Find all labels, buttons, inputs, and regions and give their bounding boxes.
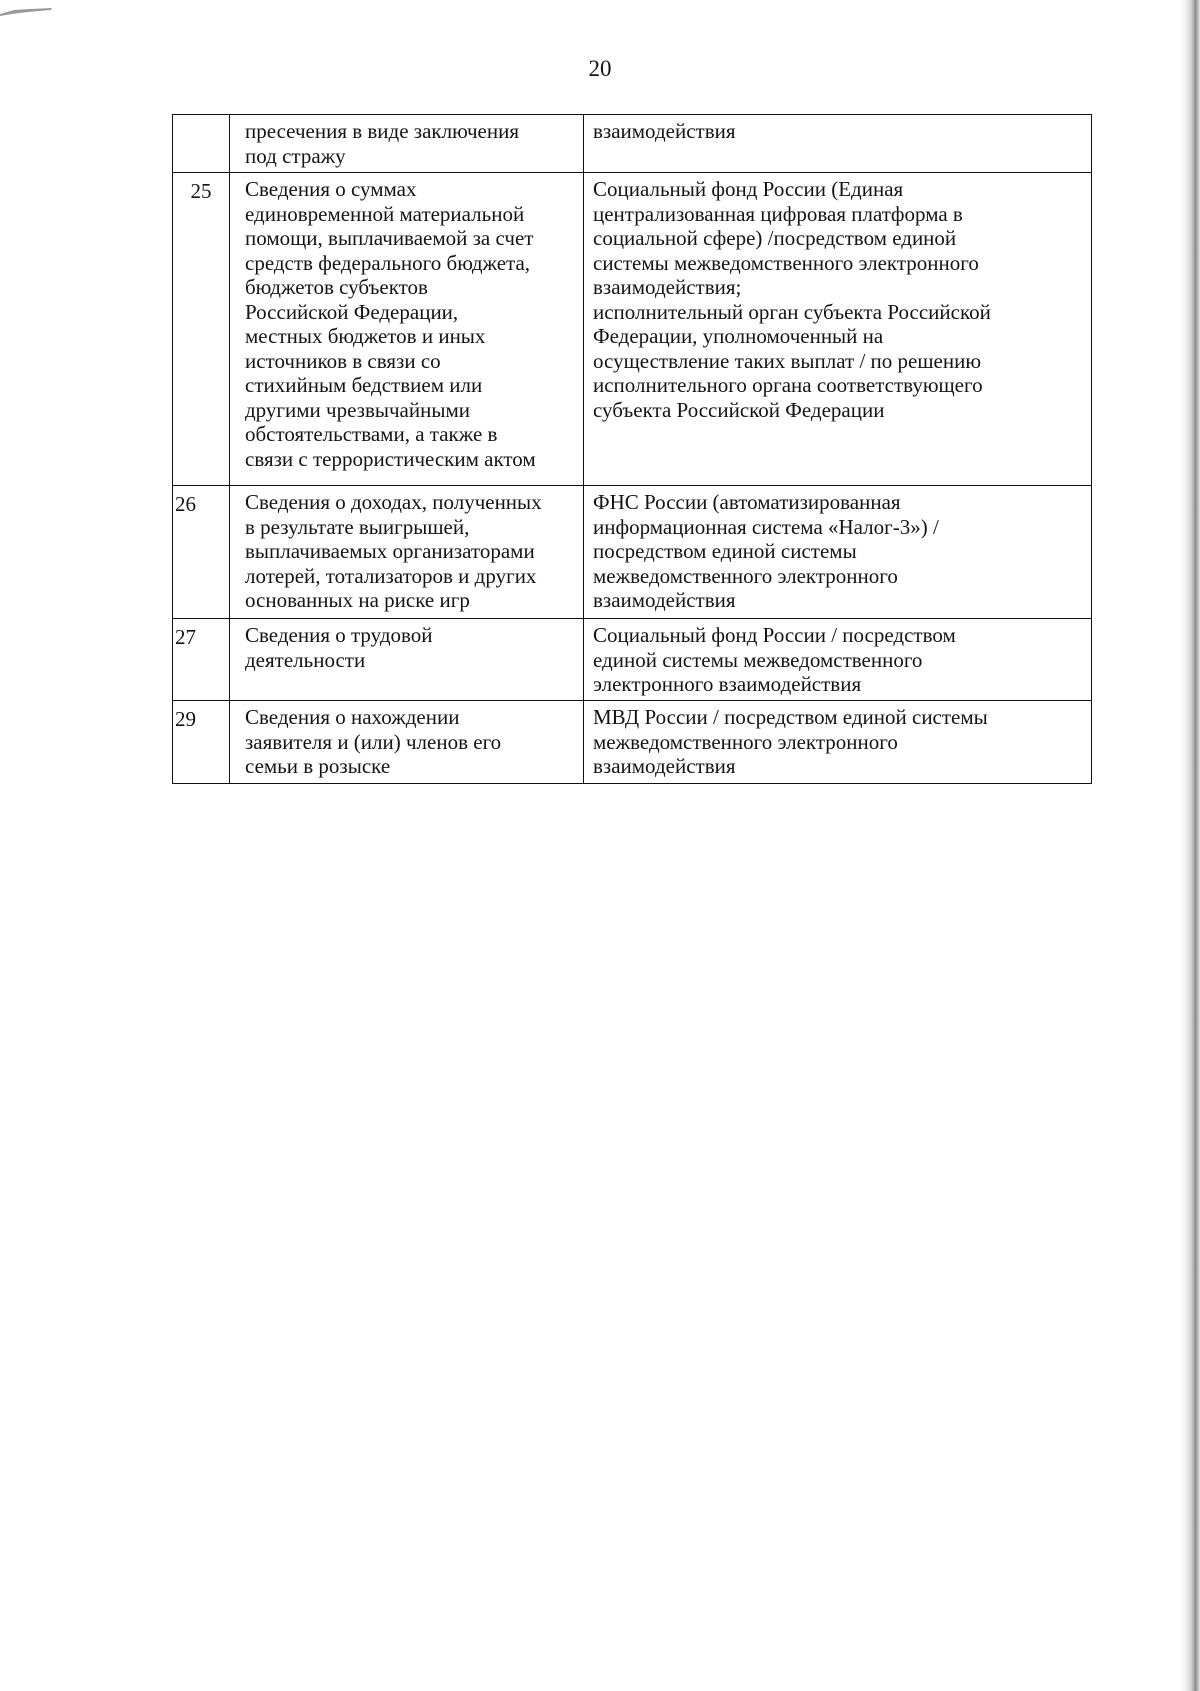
- scan-shadow-edge: [1178, 0, 1200, 1691]
- source-cell: ФНС России (автоматизированная информационная система «Налог-3») / посредством единой системы межведомственного электронного взаимодействия: [584, 486, 1092, 619]
- row-number: 25: [173, 173, 230, 486]
- data-sources-table: [172, 114, 1092, 784]
- row-number: 29: [173, 701, 230, 784]
- information-cell: Сведения о доходах, полученных в результате выигрышей, выплачиваемых организаторами лотерей, тотализаторов и других основанных на риске игр: [230, 486, 584, 619]
- row-number: [173, 115, 230, 173]
- row-number: 26: [173, 486, 230, 619]
- scan-artifact-mark: [0, 6, 52, 16]
- information-cell: Сведения о суммах единовременной материальной помощи, выплачиваемой за счет средств федерального бюджета, бюджетов субъектов Российской Федерации, местных бюджетов и иных источников в связи со стихийным бедствием или другими чрезвычайными обстоятельствами, а также в связи с террористическим актом: [230, 173, 584, 486]
- information-cell: пресечения в виде заключения под стражу: [230, 115, 584, 173]
- information-cell: Сведения о нахождении заявителя и (или) членов его семьи в розыске: [230, 701, 584, 784]
- table-row: [173, 115, 1092, 173]
- page-number: 20: [588, 56, 612, 81]
- table-row: [173, 619, 1092, 701]
- source-cell: МВД России / посредством единой системы межведомственного электронного взаимодействия: [584, 701, 1092, 784]
- information-cell: Сведения о трудовой деятельности: [230, 619, 584, 701]
- table-row: [173, 173, 1092, 486]
- row-number: 27: [173, 619, 230, 701]
- source-cell: взаимодействия: [584, 115, 1092, 173]
- source-cell: Социальный фонд России / посредством единой системы межведомственного электронного взаимодействия: [584, 619, 1092, 701]
- table-row: [173, 701, 1092, 784]
- table-row: [173, 486, 1092, 619]
- source-cell: Социальный фонд России (Единая централизованная цифровая платформа в социальной сфере) /посредством единой системы межведомственного электронного взаимодействия; исполнительный орган субъекта Российской Федерации, уполномоченный на осуществление таких выплат / по решению исполнительного органа соответствующего субъекта Российской Федерации: [584, 173, 1092, 486]
